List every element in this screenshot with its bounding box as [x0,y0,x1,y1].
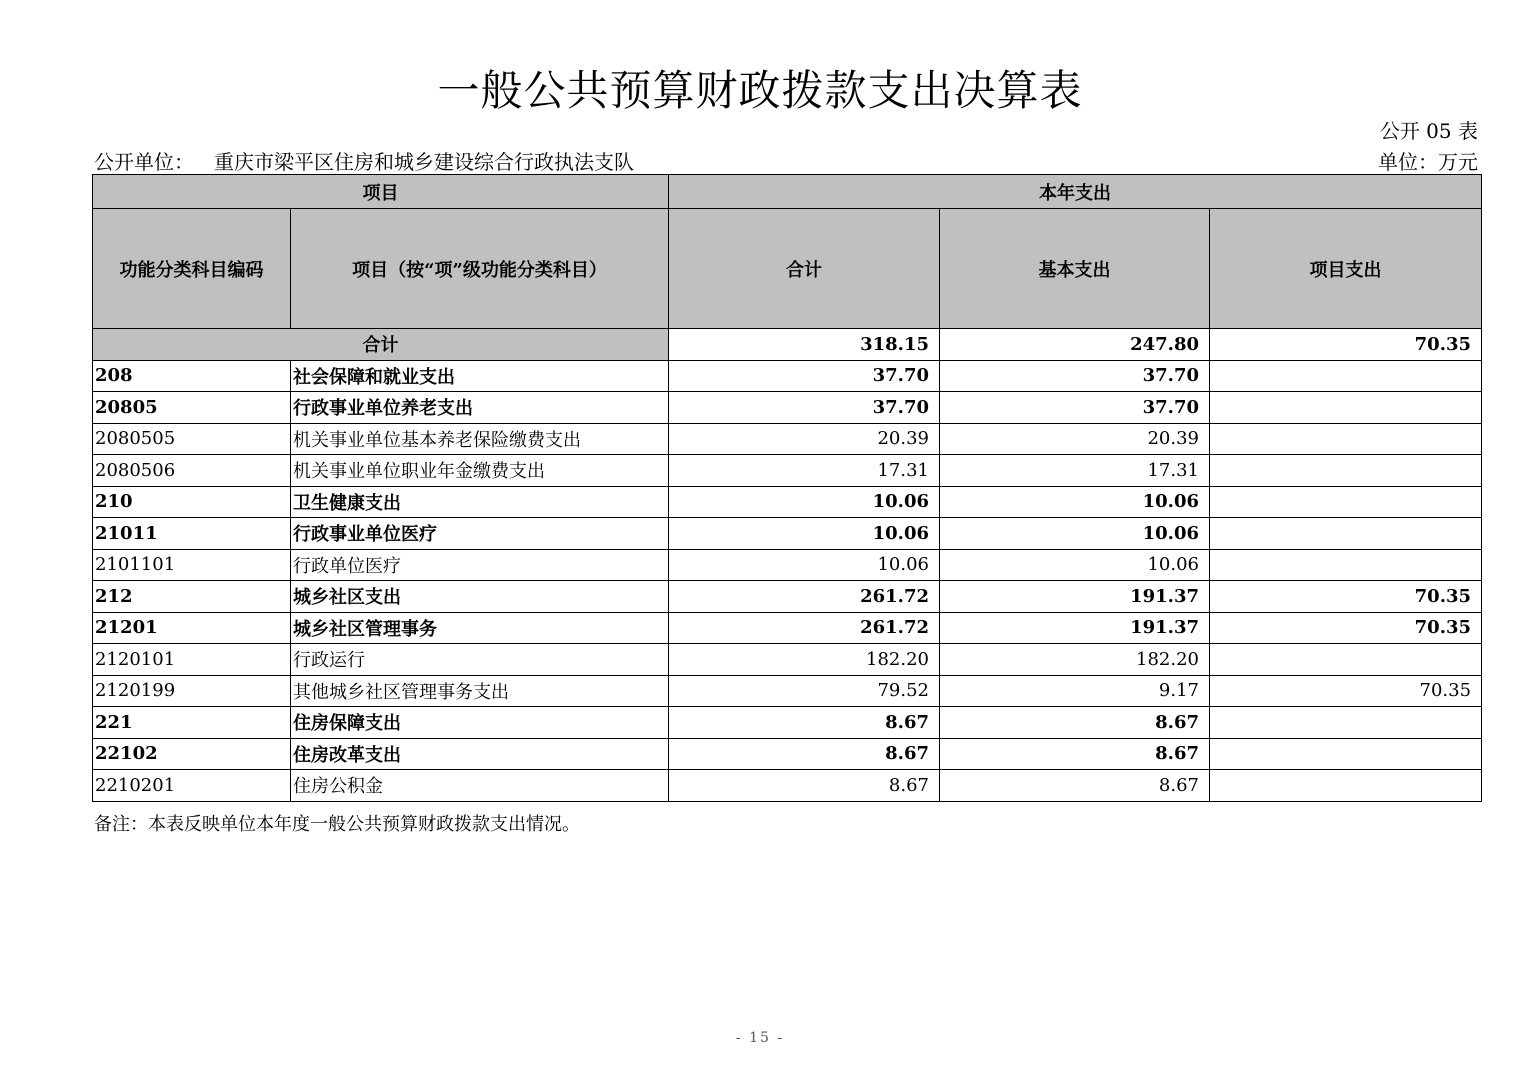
row-basic: 191.37 [940,581,1210,613]
row-basic: 182.20 [940,644,1210,676]
row-code: 2101101 [93,549,291,581]
header-item: 项目 [93,175,669,209]
row-code: 2120199 [93,675,291,707]
row-name: 城乡社区管理事务 [291,612,669,644]
row-project [1210,518,1482,550]
table-row [93,486,1482,518]
table-row [93,360,1482,392]
row-basic: 17.31 [940,455,1210,487]
row-total: 79.52 [669,675,940,707]
row-name: 机关事业单位职业年金缴费支出 [291,455,669,487]
table-row [93,612,1482,644]
total-row [93,329,1482,361]
row-basic: 10.06 [940,518,1210,550]
row-code: 20805 [93,392,291,424]
header-name: 项目（按“项”级功能分类科目） [291,209,669,329]
row-code: 221 [93,707,291,739]
row-total: 8.67 [669,770,940,802]
row-code: 208 [93,360,291,392]
row-project [1210,707,1482,739]
row-total: 261.72 [669,581,940,613]
row-basic: 37.70 [940,392,1210,424]
header-year-expense: 本年支出 [669,175,1482,209]
row-total: 8.67 [669,707,940,739]
row-basic: 8.67 [940,770,1210,802]
row-name: 其他城乡社区管理事务支出 [291,675,669,707]
row-total: 10.06 [669,486,940,518]
row-code: 22102 [93,738,291,770]
row-total: 182.20 [669,644,940,676]
row-total: 37.70 [669,360,940,392]
table-row [93,738,1482,770]
row-project: 70.35 [1210,581,1482,613]
table-row [93,675,1482,707]
table-row [93,581,1482,613]
row-project [1210,770,1482,802]
total-label: 合计 [93,329,669,361]
header-code: 功能分类科目编码 [93,209,291,329]
row-code: 2080505 [93,423,291,455]
row-name: 住房保障支出 [291,707,669,739]
page-title: 一般公共预算财政拨款支出决算表 [437,66,1083,115]
page-number: - 15 - [735,1030,785,1046]
expense-table [92,174,1482,802]
row-basic: 20.39 [940,423,1210,455]
row-name: 住房公积金 [291,770,669,802]
table-row [93,549,1482,581]
row-name: 行政单位医疗 [291,549,669,581]
table-row [93,423,1482,455]
form-number: 公开 05 表 [1379,119,1478,143]
row-total: 10.06 [669,549,940,581]
row-basic: 9.17 [940,675,1210,707]
row-project: 70.35 [1210,612,1482,644]
row-project [1210,392,1482,424]
unit-label: 公开单位： [94,150,194,174]
table-row [93,770,1482,802]
row-basic: 37.70 [940,360,1210,392]
reporting-unit [94,146,634,175]
row-project [1210,549,1482,581]
header-total: 合计 [669,209,940,329]
table-note: 备注：本表反映单位本年度一般公共预算财政拨款支出情况。 [94,814,580,835]
row-code: 212 [93,581,291,613]
row-project [1210,360,1482,392]
row-code: 2080506 [93,455,291,487]
row-total: 17.31 [669,455,940,487]
row-name: 住房改革支出 [291,738,669,770]
row-code: 210 [93,486,291,518]
total-project: 70.35 [1210,329,1482,361]
header-row-1 [93,175,1482,209]
row-name: 社会保障和就业支出 [291,360,669,392]
row-name: 城乡社区支出 [291,581,669,613]
org-name: 重庆市梁平区住房和城乡建设综合行政执法支队 [214,150,634,174]
row-basic: 191.37 [940,612,1210,644]
row-name: 行政事业单位养老支出 [291,392,669,424]
row-total: 20.39 [669,423,940,455]
row-code: 21201 [93,612,291,644]
row-total: 8.67 [669,738,940,770]
money-unit: 单位：万元 [1378,150,1478,174]
row-name: 行政运行 [291,644,669,676]
row-project [1210,738,1482,770]
row-basic: 8.67 [940,707,1210,739]
row-project [1210,423,1482,455]
total-sum: 318.15 [669,329,940,361]
row-basic: 10.06 [940,486,1210,518]
total-basic: 247.80 [940,329,1210,361]
row-name: 行政事业单位医疗 [291,518,669,550]
row-code: 21011 [93,518,291,550]
row-total: 261.72 [669,612,940,644]
row-code: 2120101 [93,644,291,676]
header-project: 项目支出 [1210,209,1482,329]
table-row [93,707,1482,739]
row-code: 2210201 [93,770,291,802]
row-name: 卫生健康支出 [291,486,669,518]
table-row [93,518,1482,550]
row-basic: 8.67 [940,738,1210,770]
row-name: 机关事业单位基本养老保险缴费支出 [291,423,669,455]
table-row [93,644,1482,676]
row-project: 70.35 [1210,675,1482,707]
row-project [1210,644,1482,676]
row-project [1210,486,1482,518]
table-row [93,455,1482,487]
header-row-2 [93,209,1482,329]
header-basic: 基本支出 [940,209,1210,329]
table-row [93,392,1482,424]
row-total: 37.70 [669,392,940,424]
row-basic: 10.06 [940,549,1210,581]
row-total: 10.06 [669,518,940,550]
row-project [1210,455,1482,487]
